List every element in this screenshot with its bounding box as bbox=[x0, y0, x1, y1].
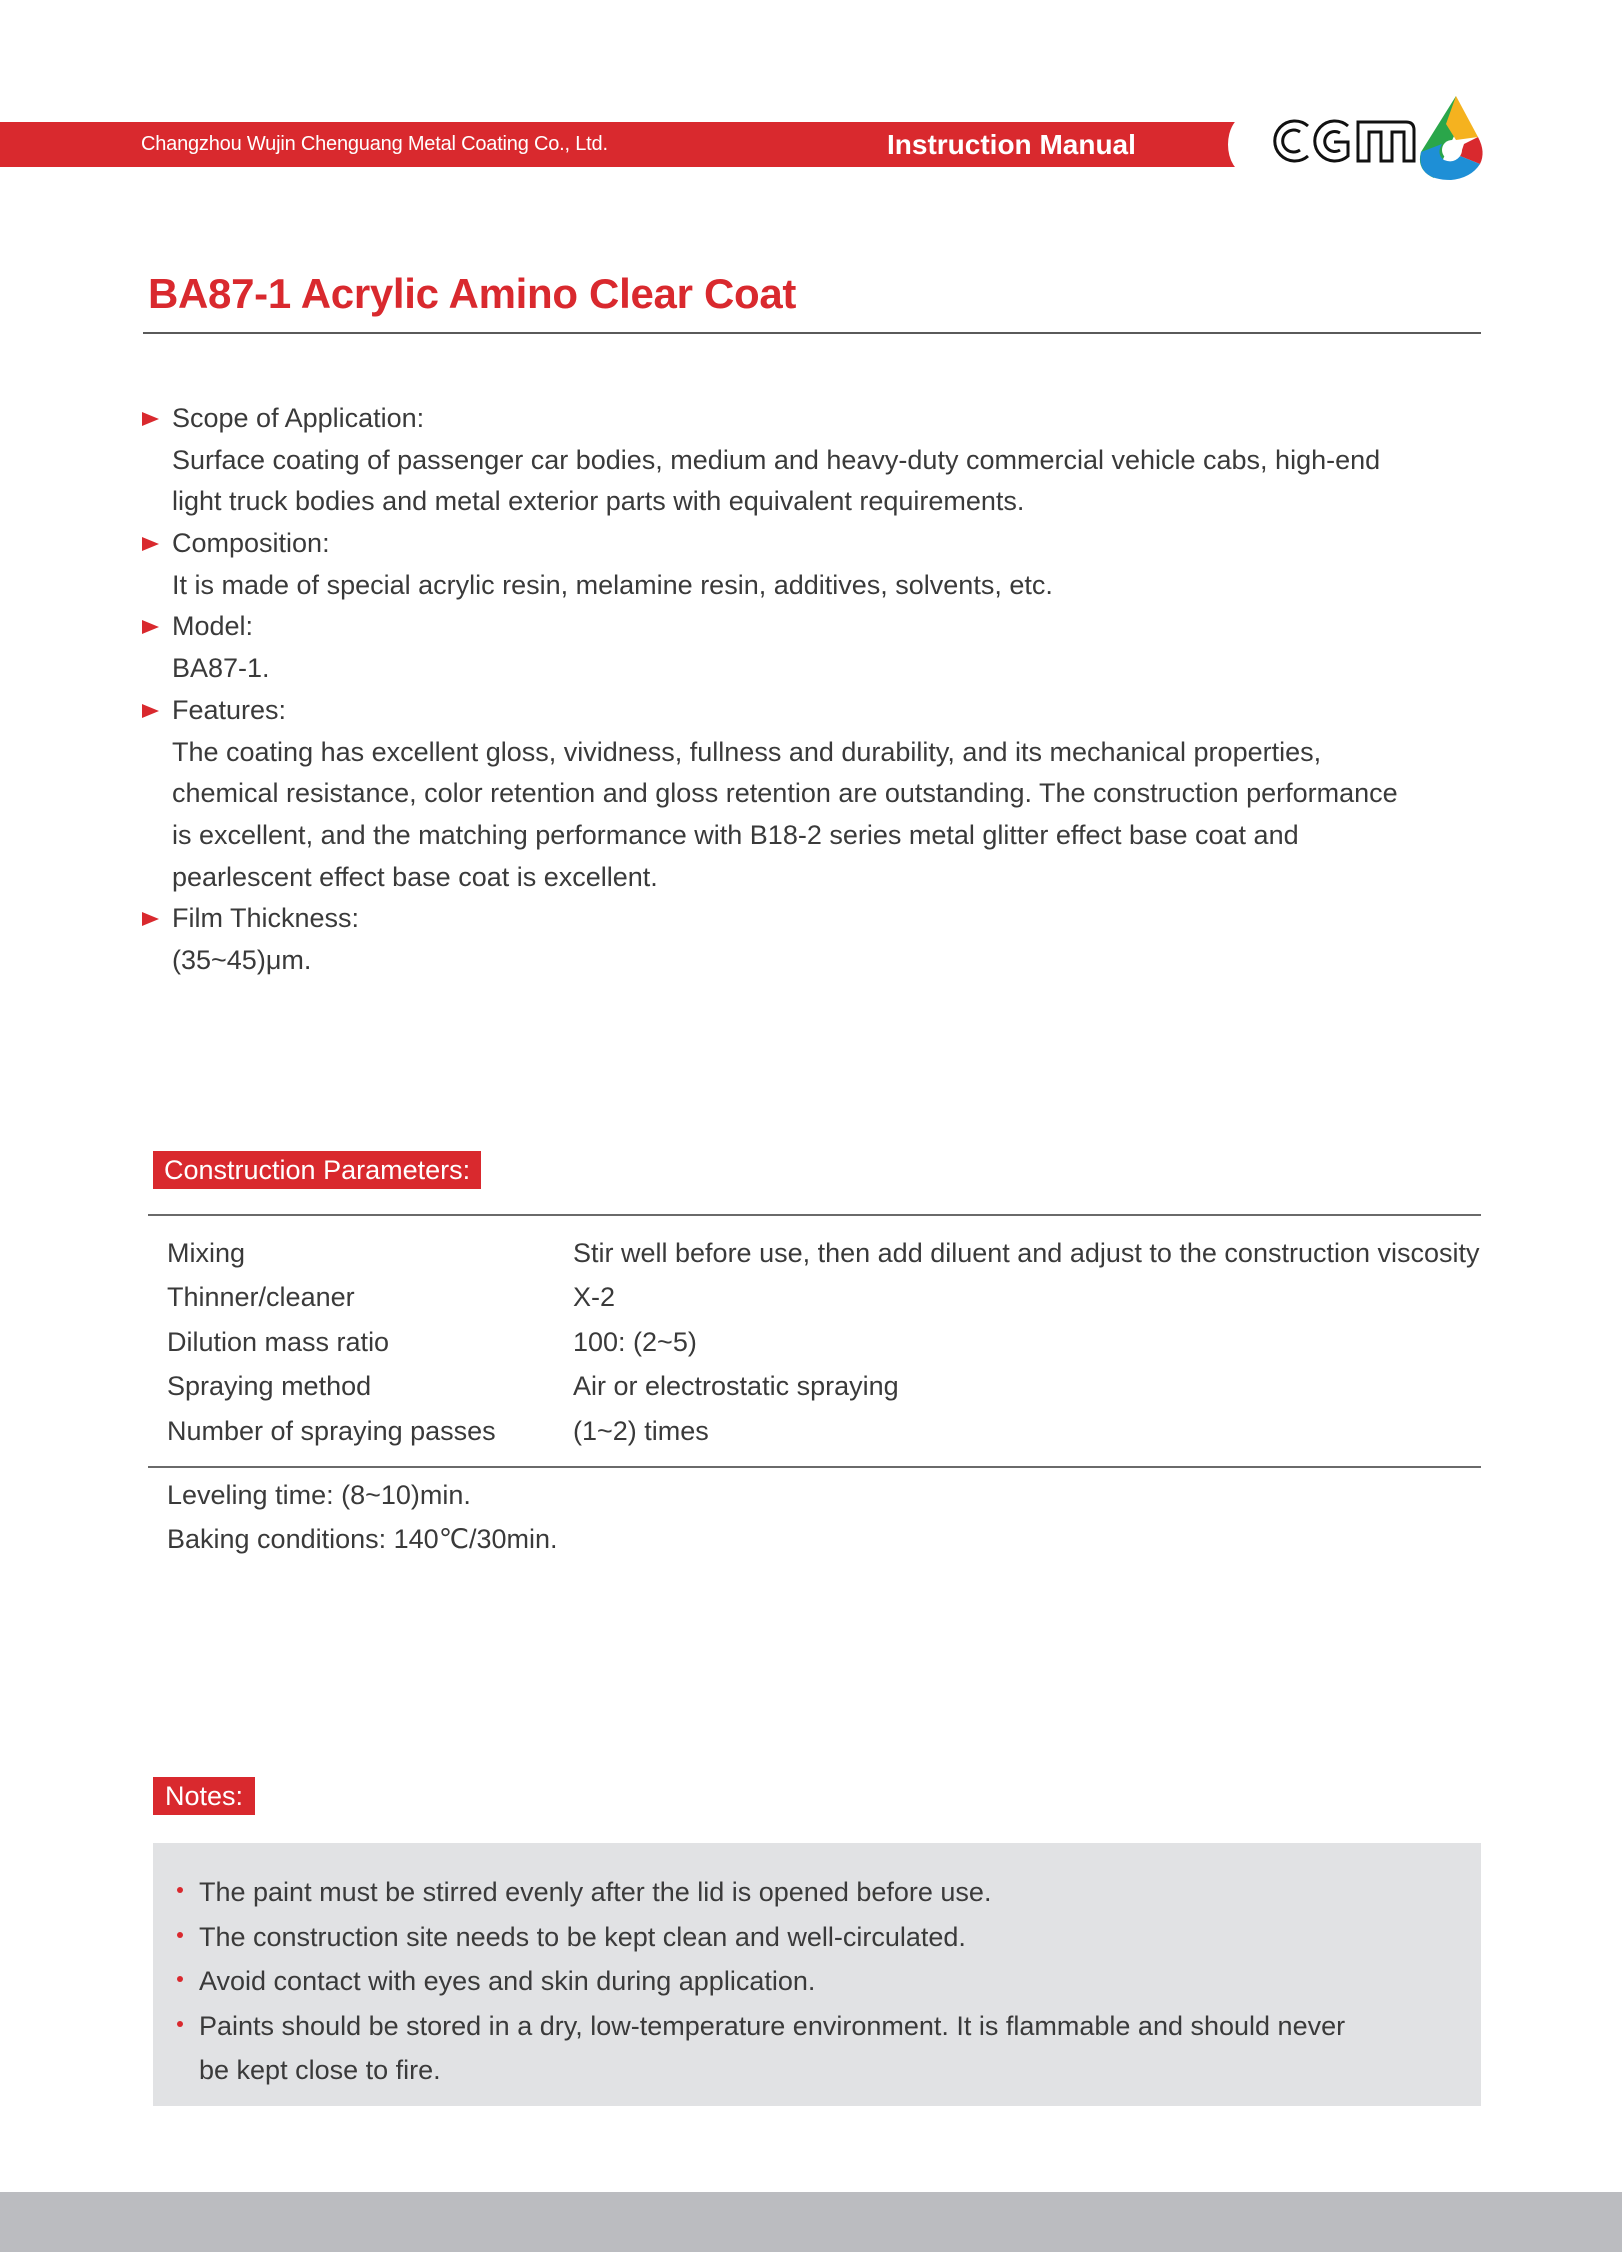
param-row bbox=[167, 1409, 1487, 1453]
note-item: The construction site needs to be kept clean and well-circulated. bbox=[199, 1915, 966, 1959]
param-value: Stir well before use, then add diluent and adjust to the construction viscosity bbox=[573, 1238, 1480, 1268]
section-body: BA87-1. bbox=[172, 653, 270, 684]
arrow-bullet-icon bbox=[142, 620, 159, 634]
section-body: Surface coating of passenger car bodies, medium and heavy-duty commercial vehicle cabs, high-end bbox=[172, 444, 1381, 475]
section-heading-composition: Composition: bbox=[142, 523, 1502, 565]
param-row bbox=[167, 1231, 1487, 1275]
param-key: Thinner/cleaner bbox=[167, 1282, 355, 1312]
construction-parameters-label: Construction Parameters: bbox=[153, 1151, 481, 1189]
bullet-dot-icon bbox=[177, 1932, 183, 1938]
footer-bar bbox=[0, 2192, 1622, 2252]
note-item: Paints should be stored in a dry, low-temperature environment. It is flammable and should never bbox=[199, 2004, 1345, 2048]
note-item-continuation: be kept close to fire. bbox=[199, 2055, 441, 2085]
section-body: light truck bodies and metal exterior parts with equivalent requirements. bbox=[172, 486, 1025, 517]
section-body: chemical resistance, color retention and gloss retention are outstanding. The construction performance bbox=[172, 778, 1398, 809]
param-key: Spraying method bbox=[167, 1371, 372, 1401]
param-row bbox=[167, 1320, 1487, 1364]
param-value: 100: (2~5) bbox=[573, 1327, 697, 1357]
title-divider bbox=[143, 332, 1481, 334]
param-key: Mixing bbox=[167, 1238, 246, 1268]
table-top-rule bbox=[148, 1214, 1481, 1216]
section-body: pearlescent effect base coat is excellent. bbox=[172, 861, 658, 892]
document-type: Instruction Manual bbox=[887, 129, 1136, 160]
table-bottom-rule bbox=[148, 1466, 1481, 1468]
param-key: Number of spraying passes bbox=[167, 1416, 496, 1446]
section-body: It is made of special acrylic resin, melamine resin, additives, solvents, etc. bbox=[172, 569, 1053, 600]
section-body: is excellent, and the matching performance with B18-2 series metal glitter effect base coat and bbox=[172, 819, 1299, 850]
bullet-dot-icon bbox=[177, 2021, 183, 2027]
company-name: Changzhou Wujin Chenguang Metal Coating Co., Ltd. bbox=[141, 133, 608, 155]
param-value: X-2 bbox=[573, 1282, 616, 1312]
section-body: (35~45)μm. bbox=[172, 944, 312, 975]
param-value: Air or electrostatic spraying bbox=[573, 1371, 899, 1401]
section-heading-features: Features: bbox=[142, 690, 1502, 732]
product-info-sections bbox=[142, 398, 1502, 982]
param-row bbox=[167, 1364, 1487, 1408]
baking-conditions: Baking conditions: 140℃/30min. bbox=[167, 1524, 558, 1554]
note-item: Avoid contact with eyes and skin during application. bbox=[199, 1959, 815, 2003]
section-heading-scope: Scope of Application: bbox=[142, 398, 1502, 440]
bullet-dot-icon bbox=[177, 1887, 183, 1893]
bullet-dot-icon bbox=[177, 1976, 183, 1982]
section-heading-film-thickness: Film Thickness: bbox=[142, 898, 1502, 940]
arrow-bullet-icon bbox=[142, 537, 159, 551]
param-value: (1~2) times bbox=[573, 1416, 709, 1446]
param-key: Dilution mass ratio bbox=[167, 1327, 390, 1357]
cgm-logo bbox=[1256, 92, 1486, 184]
param-row bbox=[167, 1275, 1487, 1319]
arrow-bullet-icon bbox=[142, 412, 159, 426]
arrow-bullet-icon bbox=[142, 912, 159, 926]
section-body: The coating has excellent gloss, vividness, fullness and durability, and its mechanical properties, bbox=[172, 736, 1322, 767]
section-heading-model: Model: bbox=[142, 606, 1502, 648]
notes-label: Notes: bbox=[153, 1777, 255, 1815]
note-item: The paint must be stirred evenly after the lid is opened before use. bbox=[199, 1870, 991, 1914]
page-title: BA87-1 Acrylic Amino Clear Coat bbox=[148, 270, 797, 317]
leveling-time: Leveling time: (8~10)min. bbox=[167, 1480, 471, 1510]
arrow-bullet-icon bbox=[142, 704, 159, 718]
